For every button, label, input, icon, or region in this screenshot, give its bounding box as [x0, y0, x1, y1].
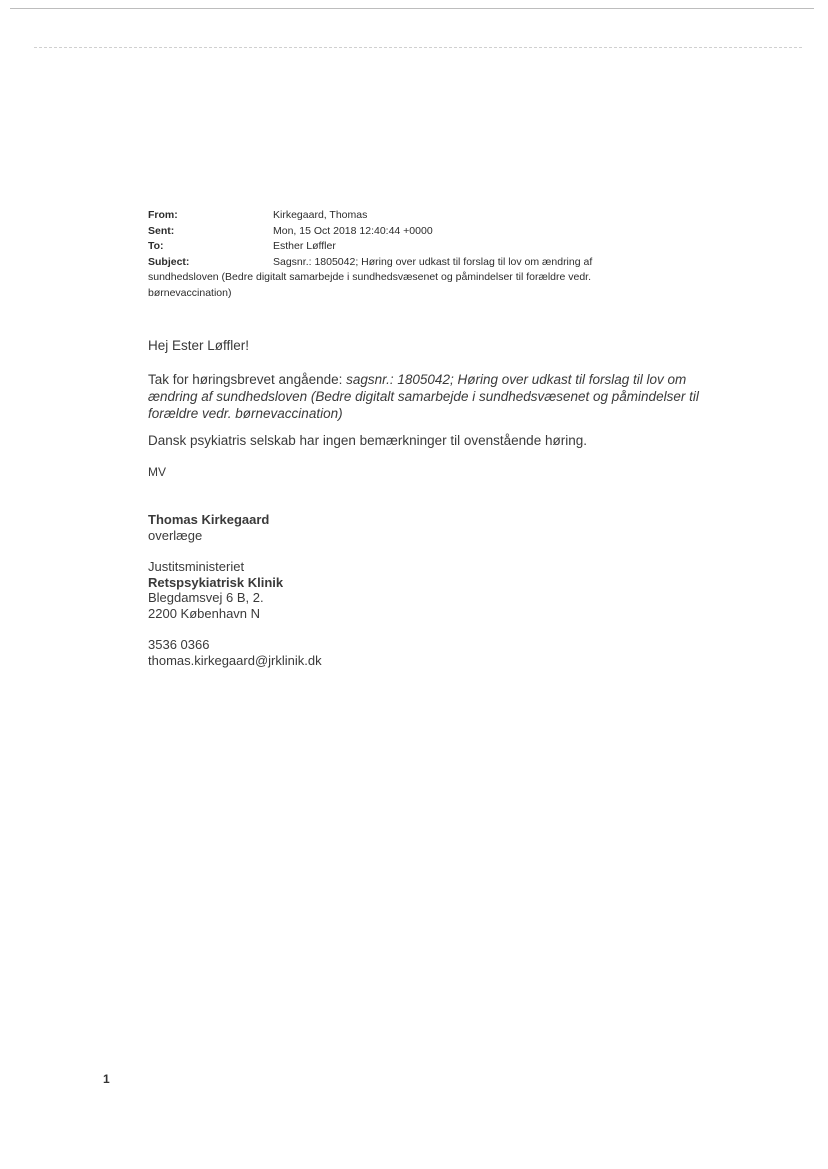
scan-edge-line: [10, 8, 814, 10]
sent-value: Mon, 15 Oct 2018 12:40:44 +0000: [273, 224, 433, 237]
subject-value-line1: Sagsnr.: 1805042; Høring over udkast til forslag til lov om ændring af: [273, 255, 593, 268]
signature-contact-block: [148, 637, 322, 668]
sent-row: [148, 224, 668, 240]
signature-organization-block: [148, 559, 283, 621]
subject-row: [148, 255, 668, 271]
signature-clinic: Retspsykiatrisk Klinik: [148, 574, 284, 590]
page-number: 1: [103, 1072, 110, 1086]
signature-city: 2200 København N: [148, 605, 261, 621]
from-row: [148, 208, 668, 224]
subject-value-line3: børnevaccination): [148, 286, 232, 299]
signature-name: Thomas Kirkegaard: [148, 512, 270, 527]
thanks-prefix: Tak for høringsbrevet angående:: [148, 372, 347, 387]
signoff: MV: [148, 465, 166, 479]
to-row: [148, 239, 668, 255]
subject-label: Subject:: [148, 255, 190, 268]
to-value: Esther Løffler: [273, 240, 336, 252]
thanks-paragraph: [148, 371, 708, 422]
greeting: Hej Ester Løffler!: [148, 338, 250, 353]
signature-title: overlæge: [148, 527, 203, 543]
email-header: [148, 208, 668, 301]
scan-dashed-line: [34, 47, 802, 49]
sent-label: Sent:: [148, 224, 175, 237]
subject-value-line2: sundhedsloven (Bedre digitalt samarbejde i sundhedsvæsenet og påmindelser til forældre vedr.: [148, 271, 592, 283]
signature-name-block: [148, 512, 269, 543]
signature-email: thomas.kirkegaard@jrklinik.dk: [148, 652, 322, 668]
from-label: From:: [148, 209, 178, 221]
signature-phone: 3536 0366: [148, 637, 210, 652]
signature-ministry: Justitsministeriet: [148, 559, 245, 574]
from-value: Kirkegaard, Thomas: [273, 209, 368, 221]
signature-street: Blegdamsvej 6 B, 2.: [148, 590, 264, 605]
to-label: To:: [148, 240, 164, 252]
thanks-reference: sagsnr.: 1805042; Høring over udkast til forslag til lov om ændring af sundhedsloven (Bedre digitalt samarbejde i sundhedsvæsenet og påmindelser til forældre vedr. børnevaccination): [148, 372, 699, 421]
remark-paragraph: Dansk psykiatris selskab har ingen bemærkninger til ovenstående høring.: [148, 433, 587, 448]
